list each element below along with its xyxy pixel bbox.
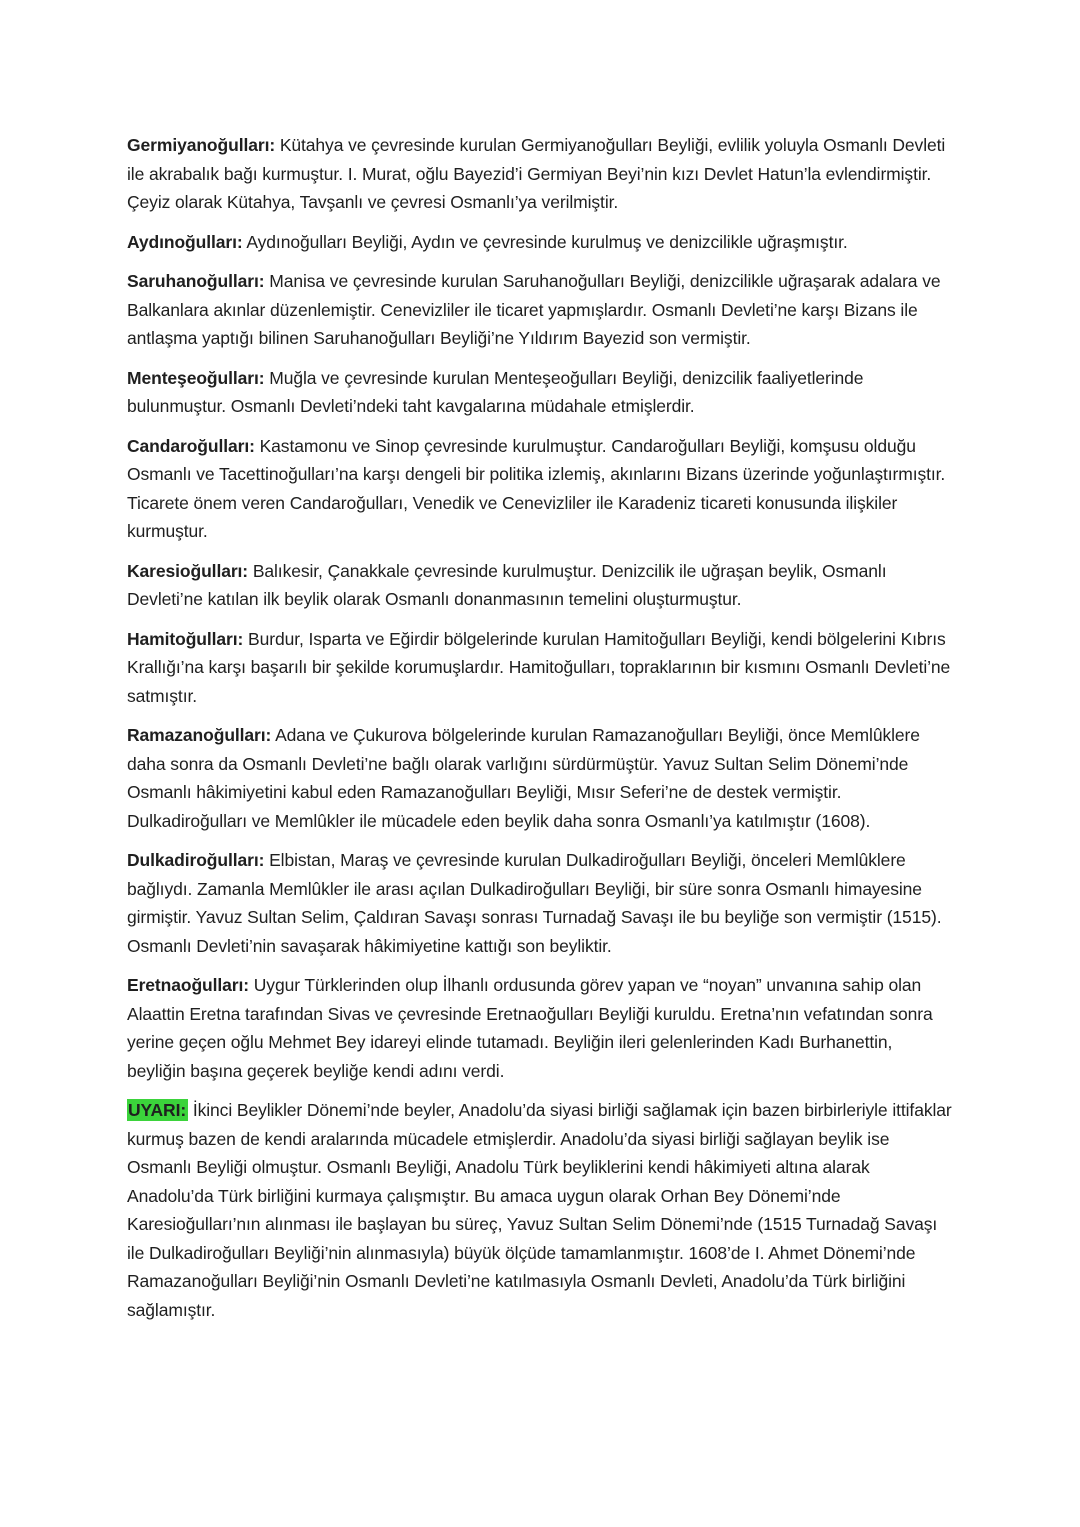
paragraph-text: Kastamonu ve Sinop çevresinde kurulmuştur. Candaroğulları Beyliği, komşusu olduğu Osmanlı ve Tacettinoğulları’na karşı dengeli bir politika izlemiş, akınlarını Bizans üzerinde yoğunlaştırmıştır. Ticarete önem veren Candaroğulları, Venedik ve Cenevizliler ile Karadeniz ticareti konusunda ilişkiler kurmuştur. [127,435,946,541]
paragraph-dulkadirogullari [127,846,955,960]
paragraph-text: Elbistan, Maraş ve çevresinde kurulan Dulkadiroğulları Beyliği, önceleri Memlûklere bağlıydı. Zamanla Memlûkler ile arası açılan Dulkadiroğulları Beyliği, bir süre sonra Osmanlı himayesine girmiştir. Yavuz Sultan Selim, Çaldıran Savaşı sonrası Turnadağ Savaşı ile bu beyliğe son vermiştir (1515). Osmanlı Devleti’nin savaşarak hâkimiyetine kattığı son beyliktir. [127,850,942,956]
paragraph-aydinogullari [127,228,955,257]
paragraph-eretnaogullari [127,971,955,1085]
paragraph-text: Burdur, Isparta ve Eğirdir bölgelerinde kurulan Hamitoğulları Beyliği, kendi bölgelerini Kıbrıs Krallığı’na karşı başarılı bir şekilde korumuşlardır. Hamitoğulları, topraklarının bir kısmını Osmanlı Devleti’ne satmıştır. [127,628,951,706]
paragraph-text: Kütahya ve çevresinde kurulan Germiyanoğulları Beyliği, evlilik yoluyla Osmanlı Devleti ile akrabalık bağı kurmuştur. I. Murat, oğlu Bayezid’i Germiyan Beyi’nin kızı Devlet Hatun’la evlendirmiştir. Çeyiz olarak Kütahya, Tavşanlı ve çevresi Osmanlı’ya verilmiştir. [127,135,946,212]
term-ramazanogullari: Ramazanoğulları: [127,725,272,745]
term-candarogullari: Candaroğulları: [127,435,255,456]
term-eretnaogullari: Eretnaoğulları: [127,975,249,995]
paragraph-text: İkinci Beylikler Dönemi’nde beyler, Anadolu’da siyasi birliği sağlamak için bazen birbirleriyle ittifaklar kurmuş bazen de kendi aralarında mücadele etmişlerdir. Anadolu’da siyasi birliği sağlayan beylik ise Osmanlı Beyliği olmuştur. Osmanlı Beyliği, Anadolu Türk beyliklerini kendi hâkimiyeti altına alarak Anadolu’da Türk birliğini kurmaya çalışmıştır. Bu amaca uygun olarak Orhan Bey Dönemi’nde Karesioğulları’nın alınması ile başlayan bu süreç, Yavuz Sultan Selim Dönemi’nde (1515 Turnadağ Savaşı ile Dulkadiroğulları Beyliği’nin alınmasıyla) büyük ölçüde tamamlanmıştır. 1608’de I. Ahmet Dönemi’nde Ramazanoğulları Beyliği’nin Osmanlı Devleti’ne katılmasıyla Osmanlı Devleti, Anadolu’da Türk birliğini sağlamıştır. [127,1100,952,1320]
paragraph-text: Manisa ve çevresinde kurulan Saruhanoğulları Beyliği, denizcilikle uğraşarak adalara ve Balkanlara akınlar düzenlemiştir. Cenevizliler ile ticaret yapmışlardır. Osmanlı Devleti’ne karşı Bizans ile antlaşma yaptığı bilinen Saruhanoğulları Beyliği’ne Yıldırım Bayezid son vermiştir. [127,271,941,348]
term-dulkadirogullari: Dulkadiroğulları: [127,850,265,870]
paragraph-candarogullari [127,432,955,546]
paragraph-germiyanogullari [127,131,955,217]
paragraph-uyari [127,1096,955,1324]
paragraph-text: Balıkesir, Çanakkale çevresinde kurulmuştur. Denizcilik ile uğraşan beylik, Osmanlı Devleti’ne katılan ilk beylik olarak Osmanlı donanmasının temelini oluşturmuştur. [127,560,887,609]
paragraph-text: Adana ve Çukurova bölgelerinde kurulan Ramazanoğulları Beyliği, önce Memlûklere daha sonra da Osmanlı Devleti’ne bağlı olarak varlığını sürdürmüştür. Yavuz Sultan Selim Dönemi’nde Osmanlı hâkimiyetini kabul eden Ramazanoğulları Beyliği, Mısır Seferi’ne de destek vermiştir. Dulkadiroğulları ve Memlûkler ile mücadele eden beylik daha sonra Osmanlı’ya katılmıştır (1608). [127,725,920,831]
paragraph-saruhanogullari [127,267,955,353]
uyari-highlighted-label: UYARI: [128,1100,187,1120]
paragraph-text: Aydınoğulları Beyliği, Aydın ve çevresinde kurulmuş ve denizcilikle uğraşmıştır. [246,231,848,252]
term-aydinogullari: Aydınoğulları: [127,231,243,252]
paragraph-text: Uygur Türklerinden olup İlhanlı ordusunda görev yapan ve “noyan” unvanına sahip olan Alaattin Eretna tarafından Sivas ve çevresinde Eretnaoğulları Beyliği kuruldu. Eretna’nın vefatından sonra yerine geçen oğlu Mehmet Bey idareyi elinde tutamadı. Beyliğin ileri gelenlerinden Kadı Burhanettin, beyliğin başına geçerek beyliğe kendi adını verdi. [127,975,933,1081]
paragraph-text: Muğla ve çevresinde kurulan Menteşeoğulları Beyliği, denizcilik faaliyetlerinde bulunmuştur. Osmanlı Devleti’ndeki taht kavgalarına müdahale etmişlerdir. [127,367,864,416]
term-saruhanogullari: Saruhanoğulları: [127,271,265,291]
term-hamitogullari: Hamitoğulları: [127,628,244,649]
term-menteseogullari: Menteşeoğulları: [127,367,265,388]
paragraph-menteseogullari [127,364,955,421]
paragraph-ramazanogullari [127,721,955,835]
paragraph-karesiogullari [127,557,955,614]
term-germiyanogullari: Germiyanoğulları: [127,135,276,155]
term-karesiogullari: Karesioğulları: [127,560,249,581]
paragraph-hamitogullari [127,625,955,711]
